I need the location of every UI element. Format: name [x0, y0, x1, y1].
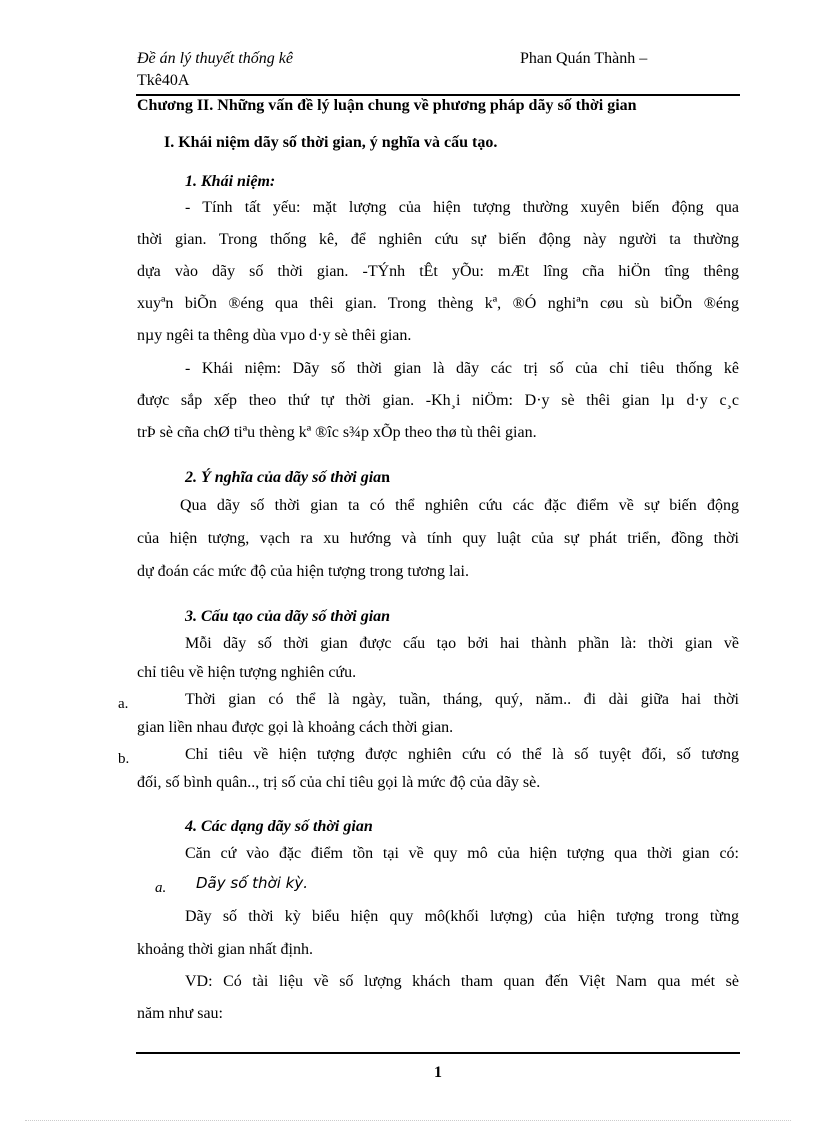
- paragraph-line: được sắp xếp theo thứ tự thời gian. -Kh¸i niÖm: D·y sè thêi gian lµ d·y c¸c: [137, 392, 739, 409]
- paragraph-line: Qua dãy số thời gian ta có thể nghiên cứu các đặc điểm về sự biến động: [180, 497, 739, 514]
- paragraph-line: của hiện tượng, vạch ra xu hướng và tính quy luật của sự phát triển, đồng thời: [137, 530, 739, 547]
- paragraph-line: trÞ sè cña chØ tiªu thèng kª ®îc s¾p xÕp theo thø tù thêi gian.: [137, 424, 537, 441]
- paragraph-line: chỉ tiêu về hiện tượng nghiên cứu.: [137, 664, 357, 681]
- paragraph-line: Thời gian có thể là ngày, tuần, tháng, quý, năm.. đi dài giữa hai thời: [185, 691, 739, 708]
- chapter-title: Chương II. Những vấn đề lý luận chung về phương pháp dãy số thời gian: [137, 97, 637, 114]
- paragraph-line: Chỉ tiêu về hiện tượng được nghiên cứu có thể là số tuyệt đối, số tương: [185, 746, 739, 763]
- header-rule: [136, 94, 740, 96]
- part4-heading: 4. Các dạng dãy số thời gian: [185, 818, 373, 835]
- paragraph-line: VD: Có tài liệu về số lượng khách tham quan đến Việt Nam qua mét sè: [185, 973, 739, 990]
- header-author: Phan Quán Thành –: [520, 50, 648, 67]
- part3-heading: 3. Cấu tạo của dãy số thời gian: [185, 608, 391, 625]
- paragraph-line: nµy ngêi ta thêng dùa vµo d·y sè thêi gian.: [137, 327, 412, 344]
- paragraph-line: năm như sau:: [137, 1005, 223, 1022]
- section-title: I. Khái niệm dãy số thời gian, ý nghĩa và cấu tạo.: [164, 134, 498, 151]
- list-marker-b: b.: [118, 751, 130, 767]
- header-class-code: Tkê40A: [137, 72, 190, 89]
- paragraph-line: dựa vào dãy số thời gian. -TÝnh tÊt yÕu: mÆt lîng cña hiÖn tîng thêng: [137, 263, 739, 280]
- part2-heading: [185, 469, 390, 487]
- paragraph-line: Dãy số thời kỳ biểu hiện quy mô(khối lượng) của hiện tượng trong từng: [185, 908, 739, 925]
- paragraph-line: - Tính tất yếu: mặt lượng của hiện tượng thường xuyên biến động qua: [185, 199, 739, 216]
- list-marker-a: a.: [118, 696, 129, 712]
- paragraph-line: gian liền nhau được gọi là khoảng cách thời gian.: [137, 719, 454, 736]
- part2-heading-tail: n: [381, 469, 391, 486]
- paragraph-line: dự đoán các mức độ của hiện tượng trong tương lai.: [137, 563, 469, 580]
- footer-rule: [136, 1052, 740, 1054]
- paragraph-line: - Khái niệm: Dãy số thời gian là dãy các trị số của chỉ tiêu thống kê: [185, 360, 739, 377]
- paragraph-line: đối, số bình quân.., trị số của chỉ tiêu gọi là mức độ của dãy sè.: [137, 774, 541, 791]
- paragraph-line: Mỗi dãy số thời gian được cấu tạo bởi hai thành phần là: thời gian về: [185, 635, 739, 652]
- page-number: 1: [434, 1064, 442, 1081]
- paragraph-line: thời gian. Trong thống kê, để nghiên cứu sự biến động này người ta thường: [137, 231, 739, 248]
- part2-heading-text: 2. Ý nghĩa của dãy số thời gia: [185, 469, 382, 486]
- list-marker-a: a.: [155, 880, 167, 896]
- paragraph-line: Căn cứ vào đặc điểm tồn tại về quy mô của hiện tượng qua thời gian có:: [185, 845, 739, 862]
- page-edge-dots: [25, 1120, 791, 1121]
- paragraph-line: xuyªn biÕn ®éng qua thêi gian. Trong thèng kª, ®Ó nghiªn cøu sù biÕn ®éng: [137, 295, 739, 312]
- paragraph-line: khoảng thời gian nhất định.: [137, 941, 313, 958]
- period-series-label: Dãy số thời kỳ.: [196, 874, 308, 892]
- header-document-title: Đề án lý thuyết thống kê: [137, 50, 293, 67]
- part1-heading: 1. Khái niệm:: [185, 173, 276, 190]
